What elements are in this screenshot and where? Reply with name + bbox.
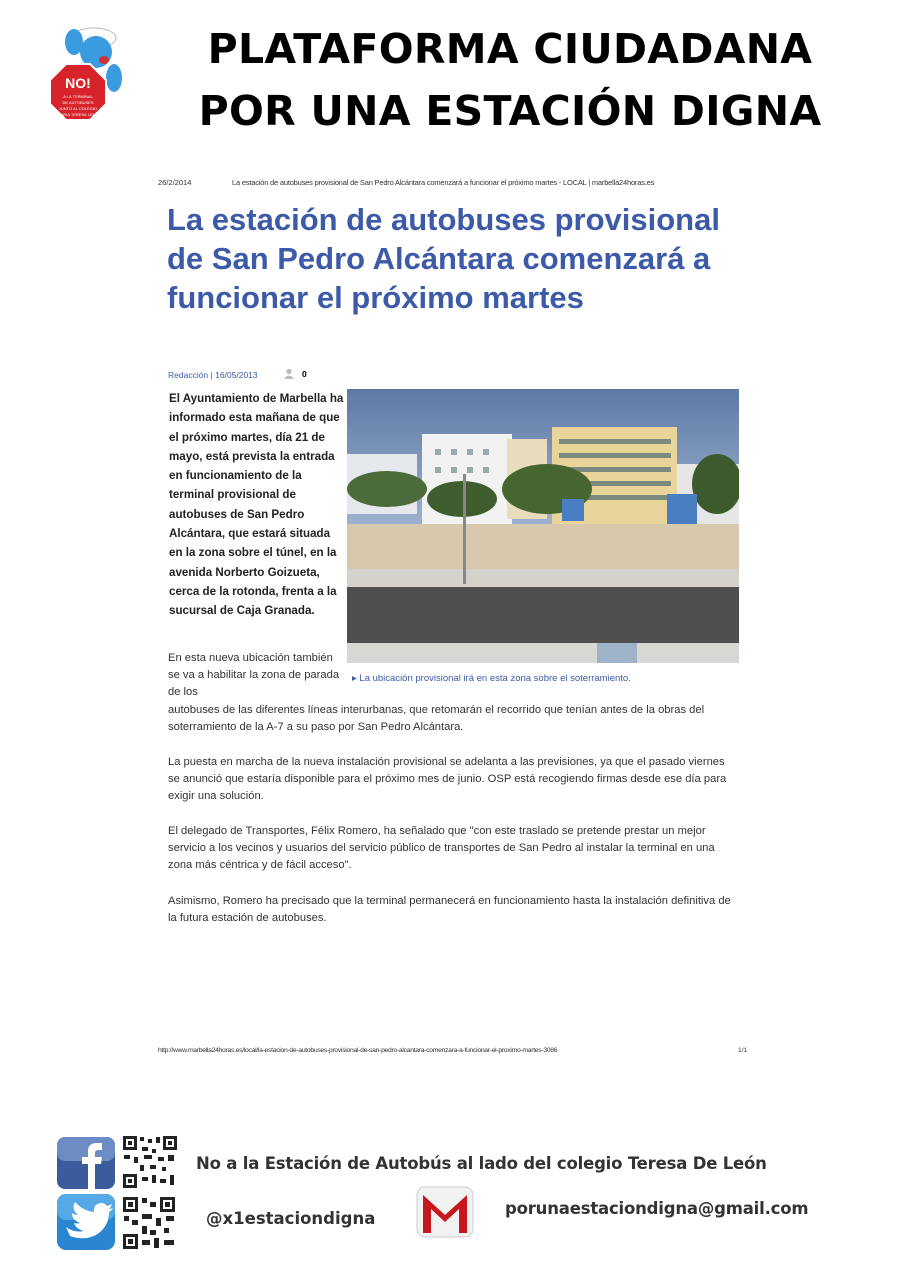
photo-caption: ▸ La ubicación provisional irá en esta zona sobre el soterramiento.	[352, 673, 631, 684]
page-title-line-1: PLATAFORMA CIUDADANA	[207, 25, 813, 73]
svg-text:A LA TERMINAL: A LA TERMINAL	[63, 94, 93, 99]
facebook-icon[interactable]	[56, 1136, 116, 1190]
qr-code-icon	[122, 1196, 176, 1250]
page-title	[160, 18, 860, 142]
print-date: 26/2/2014	[158, 178, 192, 187]
svg-text:DE AUTOBUSES: DE AUTOBUSES	[62, 100, 94, 105]
contact-email[interactable]: porunaestaciondigna@gmail.com	[505, 1199, 809, 1218]
article-headline: La estación de autobuses provisional de San Pedro Alcántara comenzará a funcionar el próximo martes	[167, 202, 720, 315]
print-page-number: 1/1	[738, 1047, 748, 1054]
comment-count: 0	[302, 369, 307, 379]
article-paragraph: Asimismo, Romero ha precisado que la terminal permanecerá en funcionamiento hasta la instalación definitiva de la futura estación de autobuses.	[168, 895, 731, 925]
article-paragraph: El delegado de Transportes, Félix Romero, ha señalado que "con este traslado se pretende prestar un mejor servicio a los vecinos y usuarios del servicio público de transportes de San Pedro al instalar la terminal en una zona más céntrica y de fácil acceso".	[168, 825, 715, 872]
svg-text:JUNTO AL COLEGIO: JUNTO AL COLEGIO	[58, 106, 98, 111]
qr-code-icon	[122, 1135, 178, 1189]
article-byline: Redacción | 16/05/2013	[168, 370, 258, 380]
campaign-slogan: No a la Estación de Autobús al lado del colegio Teresa De León	[196, 1154, 767, 1173]
svg-text:MARIA TERESA LEON: MARIA TERESA LEON	[57, 112, 99, 117]
page-title-line-2: POR UNA ESTACIÓN DIGNA	[198, 87, 822, 135]
smurf-stop-sign-logo	[44, 20, 134, 124]
article-photo	[347, 389, 739, 663]
twitter-icon[interactable]	[56, 1193, 116, 1251]
article-paragraph: En esta nueva ubicación también se va a habilitar la zona de parada de los	[168, 652, 340, 699]
article-lead: El Ayuntamiento de Marbella ha informado esta mañana de que el próximo martes, día 21 de mayo, está prevista la entrada en funcionamiento de la terminal provisional de autobuses de San Pedro Alcántara, que estará situada en la zona sobre el túnel, en la avenida Norberto Goizueta, cerca de la rotonda, frenta a la sucursal de Caja Granada.	[169, 392, 344, 618]
gmail-icon[interactable]	[415, 1185, 475, 1239]
twitter-handle[interactable]: @x1estaciondigna	[206, 1209, 376, 1228]
svg-text:NO!: NO!	[65, 75, 91, 91]
article-paragraph: autobuses de las diferentes líneas interurbanas, que retomarán el recorrido que tenían antes de la obras del soterramiento de la A-7 a su paso por San Pedro Alcántara.	[168, 704, 705, 734]
print-page-title: La estación de autobuses provisional de San Pedro Alcántara comenzará a funcionar el próximo martes - LOCAL | marbella24horas.es	[232, 178, 655, 187]
user-icon	[283, 367, 295, 379]
print-footer-url: http://www.marbella24horas.es/local/la-estacion-de-autobuses-provisional-de-san-pedro-alcantara-comenzara-a-funcionar-el-proximo-martes-3086	[158, 1047, 558, 1054]
article-paragraph: La puesta en marcha de la nueva instalación provisional se adelanta a las previsiones, ya que el pasado viernes se anunció que estaría disponible para el próximo mes de junio. OSP está recogiendo firmas desde ese día para exigir una solución.	[168, 756, 727, 803]
